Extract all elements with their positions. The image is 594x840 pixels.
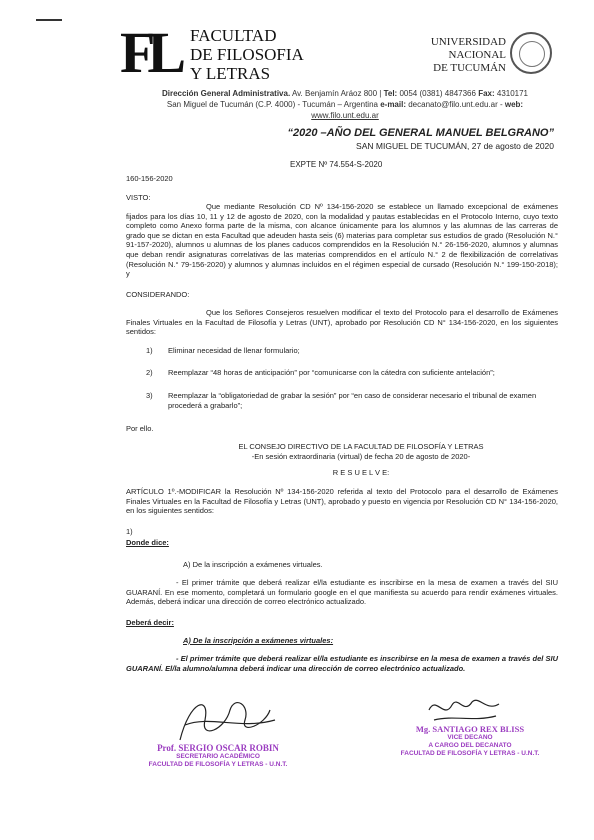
- debera-decir-heading: Deberá decir:: [126, 618, 174, 627]
- resuelve-heading: R E S U E L V E:: [332, 468, 390, 477]
- signer-title: SECRETARIO ACADÉMICO: [176, 753, 260, 760]
- por-ello: Por ello.: [126, 424, 154, 433]
- resolution-number: 160-156-2020: [126, 174, 173, 183]
- signature-left-scribble-icon: [170, 690, 290, 750]
- decir-text: - El primer trámite que deberá realizar el/la estudiante es inscribirse en la mesa de examen a través del SIU GUARANÍ. El/la alumno/alumna deberá indicar una dirección de correo electrónico actualizado.: [126, 654, 558, 673]
- web-label: web:: [504, 100, 524, 109]
- decir-subtitle: A) De la inscripción a exámenes virtuales:: [183, 636, 334, 645]
- articulo-text: MODIFICAR la Resolución Nº 134-156-2020 referida al texto del Protocolo para el desarrollo de Exámenes Finales Virtuales en la Facultad de Filosofía y Letras (UNT), aprobado y puesto en vigencia por Resolución CD N° 134-156-2020, en los siguientes sentidos:: [126, 487, 558, 516]
- faculty-name-line: Y LETRAS: [190, 64, 271, 83]
- considerando-item-num: 3): [146, 391, 153, 400]
- faculty-name-line: FACULTAD: [190, 26, 277, 45]
- address-street: Av. Benjamín Aráoz 800 |: [290, 89, 384, 98]
- considerando-text: Que los Señores Consejeros resuelven modificar el texto del Protocolo para el desarrollo de Exámenes Finales Virtuales en la Facultad de Filosofía y Letras (UNT), aprobado por Resolución CD N° 134-156-2020, en los siguientes sentidos:: [126, 308, 558, 337]
- web-link[interactable]: www.filo.unt.edu.ar: [311, 111, 379, 120]
- considerando-item-num: 1): [146, 346, 153, 355]
- signer-institution: FACULTAD DE FILOSOFÍA Y LETRAS - U.N.T.: [148, 761, 288, 768]
- dice-text: - El primer trámite que deberá realizar el/la estudiante es inscribirse en la mesa de examen a través del SIU GUARANÍ. En ese momento, completará un formulario google en el que manifiesta su acuerdo para rendir exámenes virtuales. Además, deberá indicar una dirección de correo electrónico actualizado.: [126, 578, 558, 607]
- articulo-1: [126, 487, 558, 516]
- university-name-line: DE TUCUMÁN: [433, 62, 506, 74]
- signature-left-stamp: [133, 743, 303, 769]
- considerando-item-text: Reemplazar la “obligatoriedad de grabar la sesión” por “en caso de considerar necesario el tribunal de examen procederá a grabarlo”;: [168, 391, 537, 410]
- faculty-name-line: DE FILOSOFIA: [190, 45, 304, 64]
- address-dept: Dirección General Administrativa.: [161, 89, 291, 98]
- considerando-heading: CONSIDERANDO:: [126, 290, 190, 299]
- email-value: decanato@filo.unt.edu.ar -: [406, 100, 505, 109]
- expediente-number: EXPTE Nº 74.554-S-2020: [290, 160, 383, 169]
- visto-heading: VISTO:: [126, 193, 151, 202]
- council-session: -En sesión extraordinaria (virtual) de fecha 20 de agosto de 2020-: [251, 452, 471, 461]
- item-number: 1): [126, 527, 133, 536]
- donde-dice-heading: Donde dice:: [126, 538, 169, 547]
- signer-name: Prof. SERGIO OSCAR ROBIN: [157, 743, 279, 753]
- tel-value: 0054 (0381) 4847366: [397, 89, 479, 98]
- tel-label: Tel:: [383, 89, 398, 98]
- dateline: SAN MIGUEL DE TUCUMÁN, 27 de agosto de 2020: [356, 141, 554, 151]
- fax-value: 4310171: [494, 89, 529, 98]
- considerando-item-text: Eliminar necesidad de llenar formulario;: [168, 346, 300, 355]
- address-city: San Miguel de Tucumán (C.P. 4000) - Tucumán – Argentina: [166, 100, 381, 109]
- signature-right-stamp: [400, 724, 540, 758]
- email-label: e-mail:: [380, 100, 406, 109]
- year-motto: “2020 –AÑO DEL GENERAL MANUEL BELGRANO”: [287, 127, 554, 139]
- signer-name: Mg. SANTIAGO REX BLISS: [415, 724, 525, 734]
- university-seal-icon: [510, 32, 552, 74]
- faculty-logo: FL: [120, 20, 179, 85]
- considerando-item-num: 2): [146, 368, 153, 377]
- university-name-line: NACIONAL: [448, 49, 506, 61]
- faculty-name: [190, 26, 304, 83]
- visto-text: Que mediante Resolución CD Nº 134-156-2020 se establece un llamado excepcional de exámenes fijados para los días 10, 11 y 12 de agosto de 2020, con la modalidad y pautas establecidas en el Protocolo Interno, cuyo texto completo como Anexo forma parte de la misma, con alcance únicamente para los alumnos y las alumnas de las carreras de grado que se dictan en esta Facultad que adeuden hasta seis (6) materias para completar sus estudios de grado (Resolución N.° 91-157-2020), alumnos u alumnas de los planes caducos comprendidos en la Resolución N.° 26-156-2020, alumnos y alumnas que deban rendir asignaturas correlativas de las materias comprendidos en el artículo N.° 2 de flexibilización de correlativas (Resolución N.° 79-156-2020) y alumnos y alumnas incluidos en el régimen especial de cursado (Resolución N.° 199-150-2018); y: [126, 202, 558, 279]
- signer-institution: FACULTAD DE FILOSOFÍA Y LETRAS - U.N.T.: [400, 750, 540, 757]
- header-address: [110, 88, 580, 121]
- council-line: EL CONSEJO DIRECTIVO DE LA FACULTAD DE FILOSOFÍA Y LETRAS: [238, 442, 484, 451]
- dice-subtitle: A) De la inscripción a exámenes virtuales.: [183, 560, 323, 569]
- signer-title: VICE DECANO: [447, 734, 493, 741]
- fax-label: Fax:: [478, 89, 495, 98]
- university-name-line: UNIVERSIDAD: [430, 36, 506, 48]
- university-name: [418, 36, 506, 75]
- margin-dash: [36, 19, 62, 21]
- considerando-item-text: Reemplazar “48 horas de anticipación” por “comunicarse con la cátedra con suficiente antelación”;: [168, 368, 495, 377]
- articulo-label: ARTÍCULO 1º.-: [126, 487, 180, 496]
- signer-role: A CARGO DEL DECANATO: [428, 742, 512, 749]
